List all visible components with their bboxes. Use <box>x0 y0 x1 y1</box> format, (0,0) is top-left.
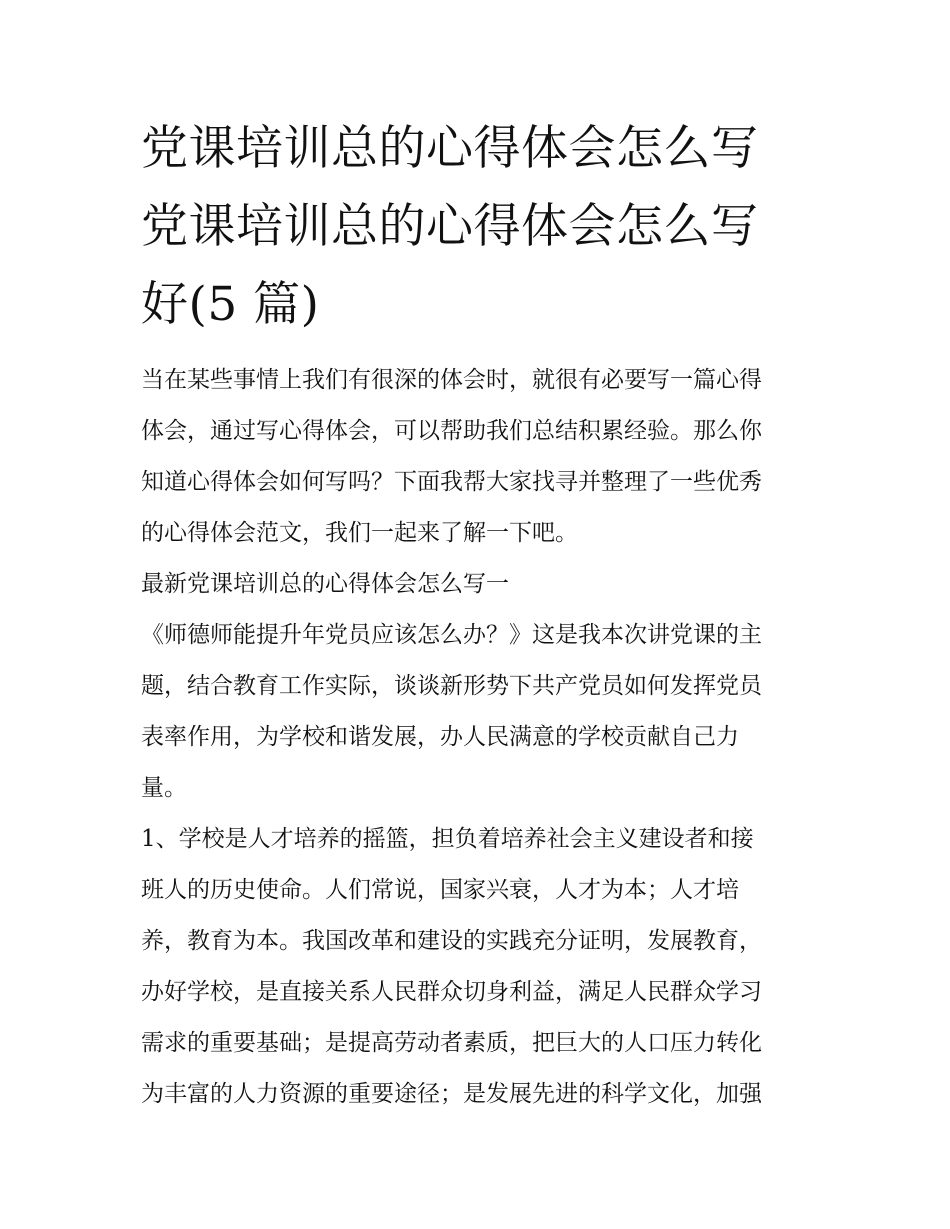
title-line: 党课培训总的心得体会怎么写 <box>141 121 759 176</box>
body-line: 体会，通过写心得体会，可以帮助我们总结积累经验。那么你 <box>141 418 762 444</box>
title-line: 党课培训总的心得体会怎么写 <box>141 199 759 254</box>
body-line: 《师德师能提升年党员应该怎么办？》这是我本次讲党课的主 <box>141 622 762 648</box>
body-line: 表率作用，为学校和谐发展，办人民满意的学校贡献自己力 <box>141 724 739 750</box>
body-line: 办好学校，是直接关系人民群众切身利益，满足人民群众学习 <box>141 979 762 1005</box>
document-title <box>141 110 811 344</box>
body-line: 量。 <box>141 775 187 801</box>
body-line: 养，教育为本。我国改革和建设的实践充分证明，发展教育， <box>141 928 762 954</box>
body-line: 1、学校是人才培养的摇篮，担负着培养社会主义建设者和接 <box>141 826 754 852</box>
section-heading: 最新党课培训总的心得体会怎么写一 <box>141 571 509 597</box>
body-line: 需求的重要基础；是提高劳动者素质，把巨大的人口压力转化 <box>141 1030 762 1056</box>
body-line: 为丰富的人力资源的重要途径；是发展先进的科学文化，加强 <box>141 1081 762 1107</box>
body-line: 的心得体会范文，我们一起来了解一下吧。 <box>141 520 578 546</box>
body-line: 题，结合教育工作实际，谈谈新形势下共产党员如何发挥党员 <box>141 673 762 699</box>
body-line: 班人的历史使命。人们常说，国家兴衰，人才为本；人才培 <box>141 877 739 903</box>
body-line: 知道心得体会如何写吗？下面我帮大家找寻并整理了一些优秀 <box>141 469 762 495</box>
title-line: 好(5 篇) <box>141 277 320 332</box>
body-line: 当在某些事情上我们有很深的体会时，就很有必要写一篇心得 <box>141 367 762 393</box>
document-body <box>141 355 811 1120</box>
